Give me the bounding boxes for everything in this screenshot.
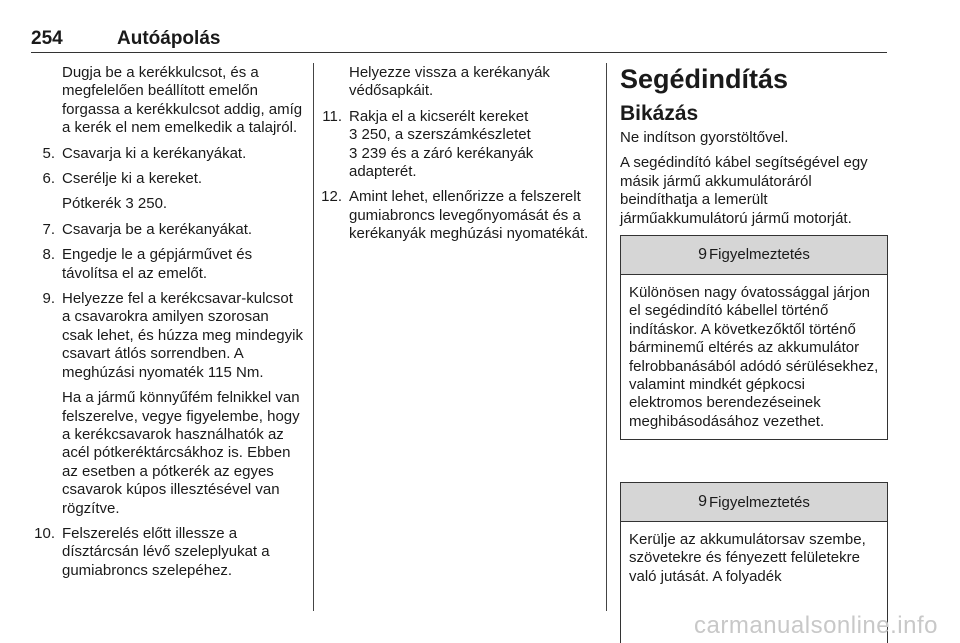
warning-header — [621, 483, 887, 522]
section-heading: Segédindítás — [620, 64, 789, 94]
warning-box — [620, 235, 888, 440]
step-9-note: Ha a jármű könnyűfém felnikkel van felszerelve, vegye figyelembe, hogy a kerékcsavarok használhatók az acél pótkeréktárcsákhoz is. Ebben az esetben a pótkerék az egyes csavarok kúpos illesztésével van rögzítve. — [62, 389, 300, 517]
warning-header — [621, 236, 887, 275]
step-4-continued: Dugja be a kerékkulcsot, és a megfelelően beállított emelőn forgassa a kerékkulcsot addig, amíg a kerék el nem emelkedik a talajról. — [62, 64, 303, 137]
warning-body: Kerülje az akkumulátorsav szembe, szövetekre és fényezett felületekre való jutását. A folyadék — [629, 531, 866, 585]
column-1 — [31, 64, 303, 587]
step-5: 5. Csavarja ki a kerékanyákat. — [42, 144, 247, 162]
ref-arrow-icon: 3 — [349, 144, 358, 162]
step-7: 7. Csavarja be a kerékanyákat. — [42, 220, 253, 238]
step-6-note: Pótkerék 3 250. — [62, 195, 168, 213]
paragraph: A segédindító kábel segítségével egy másik jármű akkumulátoráról beindíthatja a lemerült járműakkumulátorú jármű motorját. — [620, 154, 868, 227]
page-ref-link[interactable]: 239 és a záró kerékanyák adapterét. — [349, 144, 534, 181]
column-2 — [318, 64, 593, 251]
warning-title: Figyelmeztetés — [709, 245, 810, 263]
page-number: 254 — [31, 28, 63, 49]
column-divider — [606, 63, 607, 611]
page-header — [31, 26, 887, 53]
column-3 — [620, 64, 890, 440]
warning-body: Különösen nagy óvatossággal járjon el segédindító kábellel történő indításkor. A következőktől történő bárminemű eltérés az akkumulátor felrobbanásából adódó sérülésekhez, valamint mindkét gépkocsi elektromos berendezéseinek meghibásodásához vezethet. — [629, 284, 879, 430]
step-10-continued: Helyezze vissza a kerékanyák védősapkáit. — [349, 64, 550, 100]
ref-arrow-icon: 3 — [125, 195, 134, 213]
step-8: 8. Engedje le a gépjárművet és távolítsa el az emelőt. — [42, 246, 253, 282]
step-11: 11. Rakja el a kicserélt kereket 3 250, a szerszámkészletet 3 239 és a záró kerékanyák adapterét. — [322, 107, 534, 181]
column-divider — [313, 63, 314, 611]
step-6: 6. Cserélje ki a kereket. — [42, 170, 203, 188]
step-9: 9. Helyezze fel a kerékcsavar-kulcsot a csavarokra amilyen szorosan csak lehet, és húzza meg mindegyik csavart átlós sorrendben. A meghúzási nyomaték 115 Nm. — [42, 290, 303, 381]
paragraph: Ne indítson gyorstöltővel. — [620, 129, 789, 146]
warning-title: Figyelmeztetés — [709, 493, 810, 511]
ref-arrow-icon: 3 — [349, 126, 358, 144]
warning-icon: 9 — [698, 245, 708, 263]
warning-icon: 9 — [698, 493, 708, 510]
section-title: Autóápolás — [117, 28, 221, 49]
page-ref-link[interactable]: 250, a szerszámkészletet — [361, 126, 531, 144]
subsection-heading: Bikázás — [620, 102, 699, 125]
watermark: carmanualsonline.info — [694, 612, 938, 639]
step-12: 12. Amint lehet, ellenőrizze a felszerelt gumiabroncs levegőnyomását és a kerékanyák meghúzási nyomatékát. — [321, 188, 589, 243]
page-ref-link[interactable]: 250. — [137, 195, 168, 213]
step-10: 10. Felszerelés előtt illessze a dísztárcsán lévő szeleplyukat a gumiabroncs szelepéhez. — [34, 524, 270, 579]
